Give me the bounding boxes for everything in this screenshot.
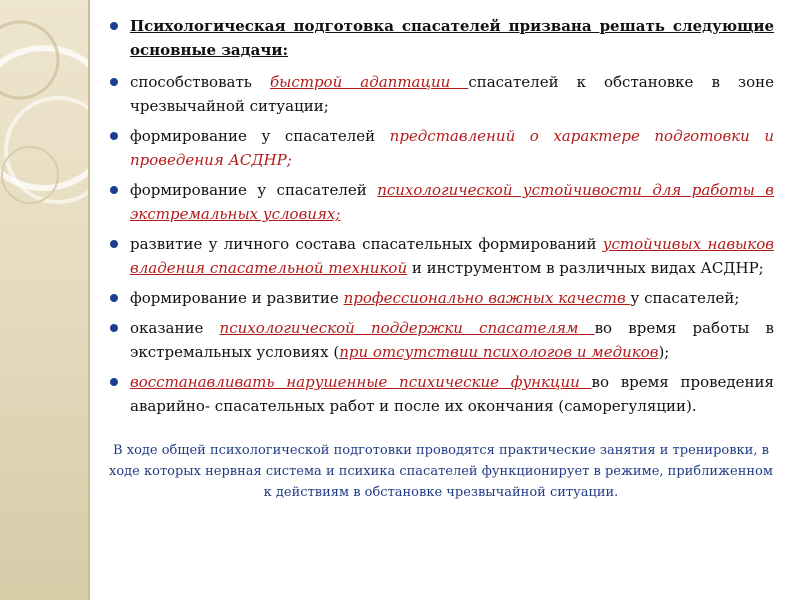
list-item (108, 316, 774, 364)
task-list (108, 14, 774, 418)
footer-note: В ходе общей психологической подготовки проводятся практические занятия и тренировки, в ходе которых нервная система и психика спасателей функционирует в режиме, приближенном к действиям в обстановке чрезвычайной ситуации. (109, 443, 773, 500)
list-item (108, 178, 774, 226)
item-highlight: представлений о характере подготовки и проведения АСДНР; (130, 127, 774, 169)
item-text: формирование у спасателей (130, 127, 390, 145)
item-text: оказание (130, 319, 220, 337)
item-text: во время работы в экстремальных условиях ( (130, 319, 774, 361)
item-text: способствовать (130, 73, 270, 91)
item-text: развитие у личного состава спасательных формирований (130, 235, 603, 253)
item-highlight: психологической устойчивости для работы в экстремальных условиях; (130, 181, 775, 223)
item-text: спасателей к обстановке в зоне чрезвычайной ситуации; (130, 73, 775, 115)
item-highlight: профессионально важных качеств (343, 289, 631, 307)
item-text: формирование у спасателей (130, 181, 378, 199)
item-text: во время проведения аварийно- спасательных работ и после их окончания (саморегуляции). (130, 373, 775, 415)
item-text: формирование и развитие (130, 289, 344, 307)
list-item (108, 232, 774, 280)
heading-text: Психологическая подготовка спасателей призвана решать следующие основные задачи: (130, 17, 774, 59)
item-highlight: восстанавливать нарушенные психические функции (130, 373, 592, 391)
task-list-heading (108, 14, 774, 62)
item-highlight: при отсутствии психологов и медиков (339, 343, 659, 361)
decorative-side-panel (0, 0, 90, 600)
list-item (108, 124, 774, 172)
item-text: ); (658, 343, 670, 361)
decorative-rings-icon (0, 0, 88, 600)
item-text: и инструментом в различных видах АСДНР; (407, 259, 764, 277)
item-highlight: устойчивых навыков владения спасательной техникой (130, 235, 774, 277)
item-highlight: быстрой адаптации (269, 73, 469, 91)
list-item (108, 286, 774, 310)
slide-content (108, 14, 774, 503)
item-highlight: психологической поддержки спасателям (219, 319, 595, 337)
list-item (108, 370, 774, 418)
list-item (108, 70, 774, 118)
item-text: у спасателей; (630, 289, 740, 307)
